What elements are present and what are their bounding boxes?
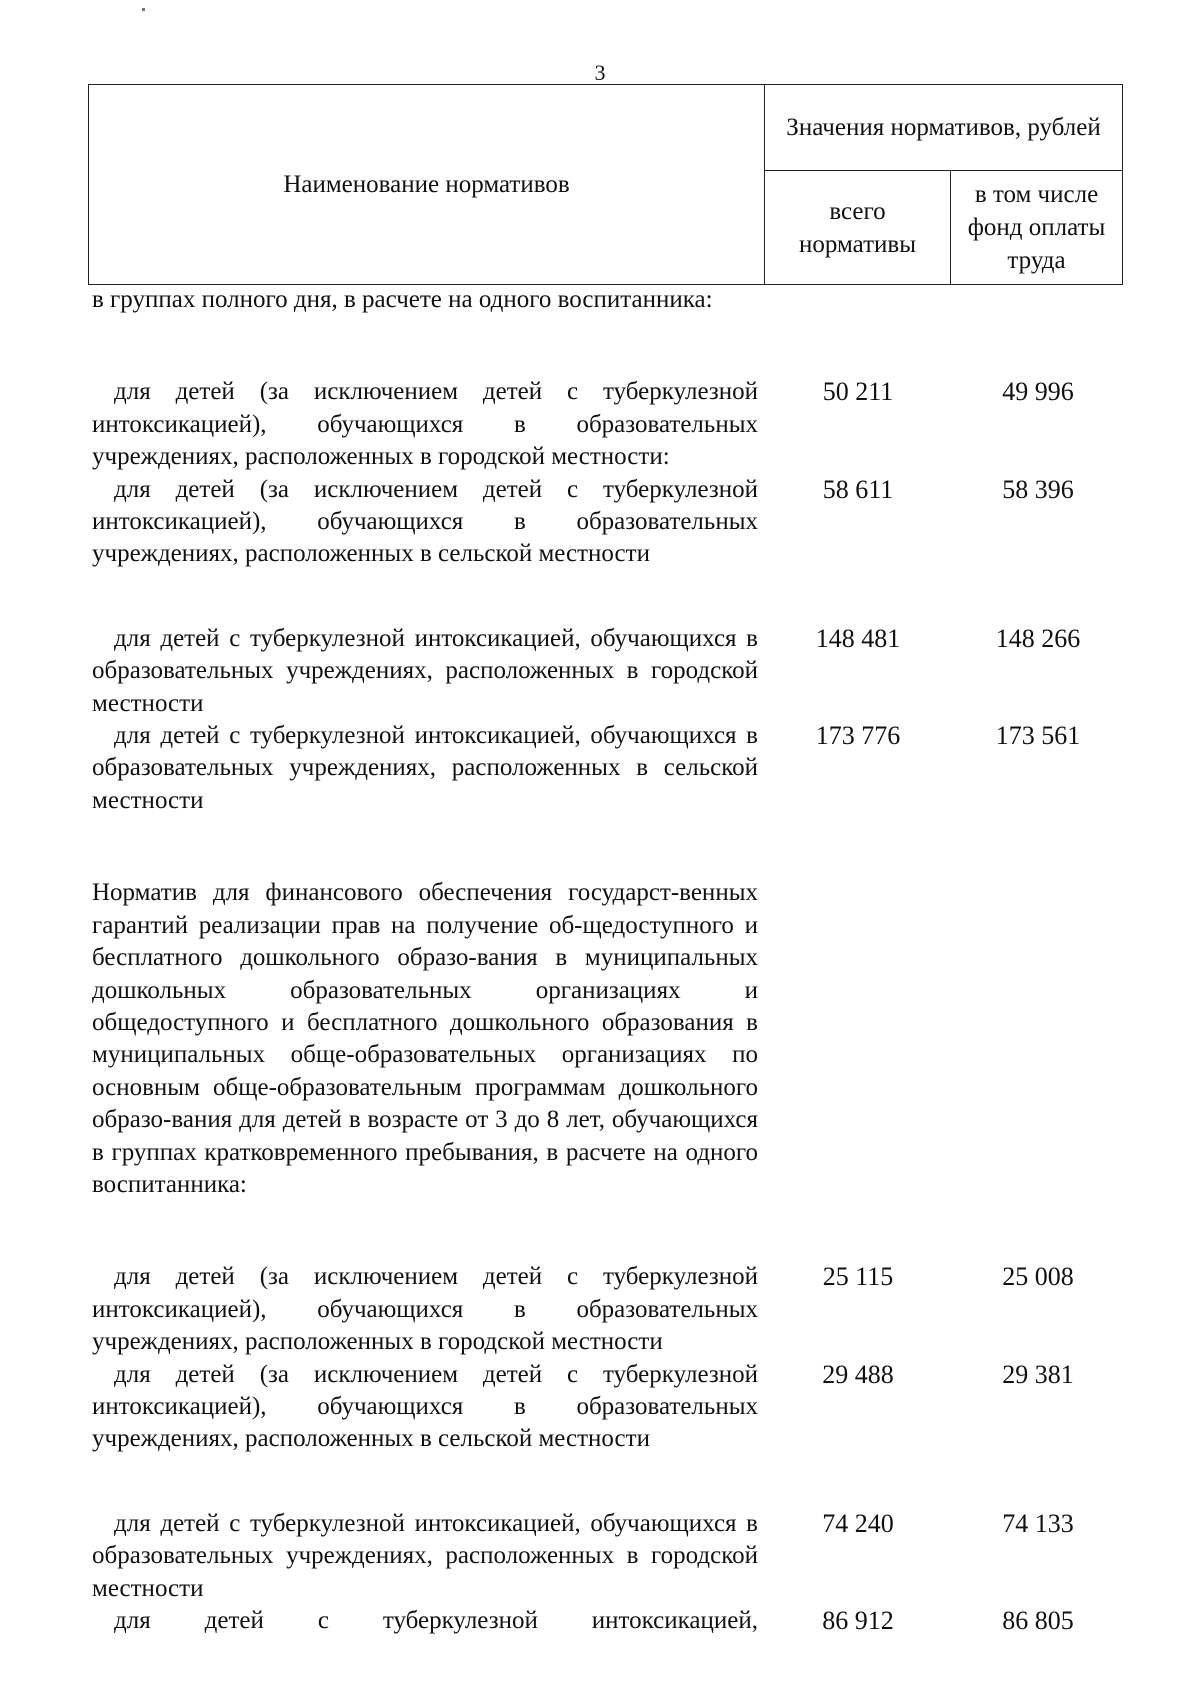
- table-row: [0, 284, 1200, 316]
- table-row: [0, 877, 1200, 1201]
- column-header-name: Наименование нормативов: [89, 85, 765, 285]
- row-text: для детей с туберкулезной интоксикацией, обучающихся в образовательных учреждениях, расположенных в сельской местности: [92, 722, 758, 814]
- row-total-value: 74 240: [822, 1508, 894, 1538]
- table-row: [0, 623, 1200, 720]
- table-row: [0, 1508, 1200, 1605]
- row-text: для детей с туберкулезной интоксикацией, обучающихся в образовательных учреждениях, расположенных в городской местности: [92, 1509, 758, 1602]
- row-total-value: 86 912: [822, 1606, 894, 1635]
- scan-speck: [142, 8, 145, 11]
- row-total-value: 58 611: [822, 474, 894, 504]
- row-text: для детей (за исключением детей с туберкулезной интоксикацией), обучающихся в образовательных учреждениях, расположенных в сельской местности: [92, 1360, 758, 1453]
- row-fund-value: 86 805: [1002, 1606, 1074, 1635]
- table-row: [0, 1605, 1200, 1637]
- row-total-value: 173 776: [815, 721, 901, 751]
- row-total-value: 50 211: [822, 377, 894, 407]
- row-fund-value: 49 996: [1002, 377, 1074, 407]
- column-header-fund: в том числе фонд оплаты труда: [951, 171, 1123, 285]
- column-header-total: всего нормативы: [765, 171, 951, 285]
- page-number: 3: [594, 60, 606, 85]
- row-fund-value: 29 381: [1002, 1359, 1074, 1389]
- table-row: [0, 376, 1200, 473]
- row-fund-value: 58 396: [1002, 474, 1074, 504]
- row-fund-value: 25 008: [1002, 1262, 1074, 1292]
- row-text: для детей с туберкулезной интоксикацией, обучающихся в образовательных учреждениях, расположенных в городской местности: [92, 624, 758, 717]
- table-row: [0, 720, 1200, 817]
- header-table: [88, 84, 1123, 285]
- row-fund-value: 74 133: [1002, 1508, 1074, 1538]
- row-fund-value: 173 561: [995, 721, 1081, 751]
- row-text: Норматив для финансового обеспечения государст-венных гарантий реализации прав на получение об-щедоступного и бесплатного дошкольного образо-вания в муниципальных дошкольных образовательных организациях и общедоступного и бесплатного дошкольного образования в муниципальных обще-образовательных организациях по основным обще-образовательным программам дошкольного образо-вания для детей в возрасте от 3 до 8 лет, обучающихся в группах кратковременного пребывания, в расчете на одного воспитанника:: [92, 879, 758, 1198]
- row-text: для детей (за исключением детей с туберкулезной интоксикацией), обучающихся в образовательных учреждениях, расположенных в городской местности:: [92, 378, 758, 471]
- row-total-value: 148 481: [815, 623, 901, 653]
- row-total-value: 25 115: [822, 1262, 894, 1292]
- table-row: [0, 1359, 1200, 1456]
- row-text: для детей (за исключением детей с туберкулезной интоксикацией), обучающихся в образовательных учреждениях, расположенных в городской местности: [92, 1263, 758, 1356]
- table-body: [0, 284, 1200, 1637]
- row-text: для детей с туберкулезной интоксикацией,: [114, 1607, 758, 1634]
- column-header-values-group: Значения нормативов, рублей: [765, 85, 1123, 171]
- row-text: для детей (за исключением детей с туберкулезной интоксикацией), обучающихся в образовательных учреждениях, расположенных в сельской местности: [92, 475, 758, 568]
- table-row: [0, 1261, 1200, 1358]
- table-row: [0, 474, 1200, 571]
- row-total-value: 29 488: [822, 1359, 894, 1389]
- row-text: в группах полного дня, в расчете на одного воспитанника:: [92, 286, 713, 313]
- row-fund-value: 148 266: [995, 623, 1081, 653]
